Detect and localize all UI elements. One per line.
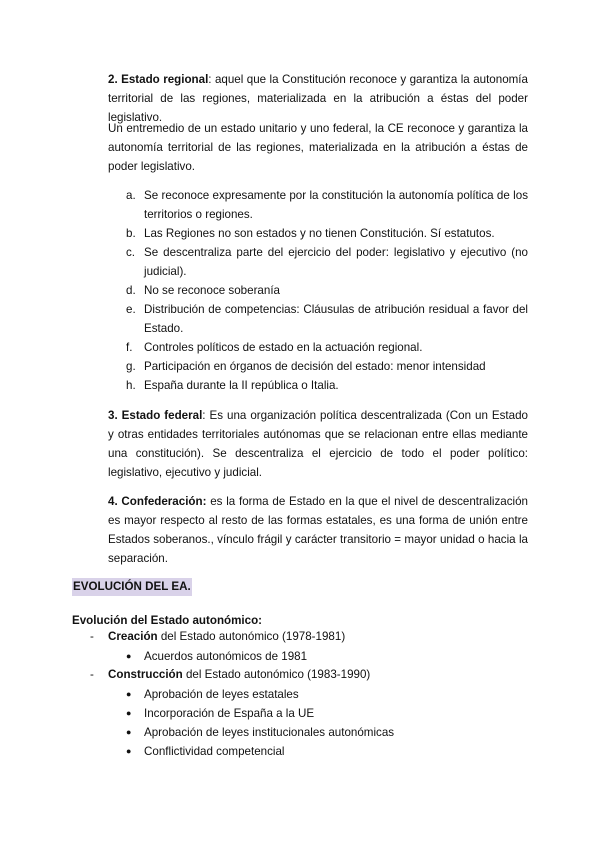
list-item-text: No se reconoce soberanía (144, 284, 280, 297)
list-item-text: Participación en órganos de decisión del estado: menor intensidad (144, 360, 486, 373)
paragraph-heading: 2. Estado regional (108, 73, 209, 86)
bullet-icon: ● (126, 708, 132, 718)
list-marker: h. (126, 379, 136, 392)
list-item (126, 300, 528, 338)
list-item (126, 281, 528, 300)
list-marker: a. (126, 189, 136, 202)
subheading: Evolución del Estado autonómico: (72, 614, 263, 627)
list-item (126, 338, 528, 357)
dash-marker: - (90, 630, 94, 643)
list-item (126, 243, 528, 281)
paragraph-entremedio: Un entremedio de un estado unitario y uno federal, la CE reconoce y garantiza la autonomía territorial de las regiones, materializada en la atribución a éstas de poder legislativo. (108, 122, 528, 173)
bullet-text: Aprobación de leyes institucionales autonómicas (144, 726, 395, 739)
bullet-icon: ● (126, 689, 132, 699)
dash-item-creacion (90, 628, 345, 646)
list-item (126, 224, 528, 243)
dash-marker: - (90, 668, 94, 681)
list-item-text: Controles políticos de estado en la actuación regional. (144, 341, 423, 354)
item-heading: Creación (108, 630, 158, 643)
list-marker: d. (126, 284, 136, 297)
paragraph-heading: 3. Estado federal (108, 409, 203, 422)
list-item (126, 186, 528, 224)
list-marker: f. (126, 341, 133, 354)
characteristics-list (126, 186, 528, 395)
paragraph-confederacion (108, 492, 528, 568)
list-item-text: Se reconoce expresamente por la constitución la autonomía política de los territorios o regiones. (144, 189, 528, 221)
bullet-item (126, 685, 299, 704)
list-item-text: España durante la II república o Italia. (144, 379, 339, 392)
bullet-item (126, 704, 314, 723)
bullet-item (126, 647, 307, 666)
list-item-text: Se descentraliza parte del ejercicio del poder: legislativo y ejecutivo (no judicial). (144, 246, 528, 278)
item-text: del Estado autonómico (1983-1990) (182, 668, 371, 681)
bullet-text: Aprobación de leyes estatales (144, 688, 299, 701)
bullet-item (126, 723, 394, 742)
list-marker: e. (126, 303, 136, 316)
paragraph-text: : Es una organización política descentralizada (Con un Estado y otras entidades territoriales autónomas que se relacionan entre ellas mediante una constitución). Se descentraliza el ejercicio de todo el poder político: legislativo, ejecutivo y judicial. (108, 409, 528, 479)
bullet-icon: ● (126, 746, 132, 756)
bullet-text: Acuerdos autonómicos de 1981 (144, 650, 308, 663)
list-item (126, 357, 528, 376)
section-heading: EVOLUCIÓN DEL EA. (72, 578, 192, 596)
paragraph-estado-federal (108, 406, 528, 482)
paragraph-heading: 4. Confederación: (108, 495, 207, 508)
paragraph-text: : aquel que la Constitución reconoce y garantiza la autonomía territorial de las regiones, materializada en la atribución a éstas del poder legislativo. (108, 73, 528, 124)
bullet-text: Conflictividad competencial (144, 745, 285, 758)
list-marker: b. (126, 227, 136, 240)
list-item-text: Distribución de competencias: Cláusulas de atribución residual a favor del Estado. (144, 303, 528, 335)
item-heading: Construcción (108, 668, 183, 681)
paragraph-text: es la forma de Estado en la que el nivel de descentralización es mayor respecto al resto de las formas estatales, es una forma de unión entre Estados soberanos., vínculo frágil y carácter transitorio = mayor unidad o hacia la separación. (108, 495, 528, 565)
bullet-item (126, 742, 284, 761)
bullet-icon: ● (126, 651, 132, 661)
bullet-text: Incorporación de España a la UE (144, 707, 315, 720)
list-marker: c. (126, 246, 136, 259)
list-marker: g. (126, 360, 136, 373)
list-item (126, 376, 528, 395)
bullet-icon: ● (126, 727, 132, 737)
dash-item-construccion (90, 666, 370, 684)
list-item-text: Las Regiones no son estados y no tienen Constitución. Sí estatutos. (144, 227, 495, 240)
item-text: del Estado autonómico (1978-1981) (157, 630, 346, 643)
